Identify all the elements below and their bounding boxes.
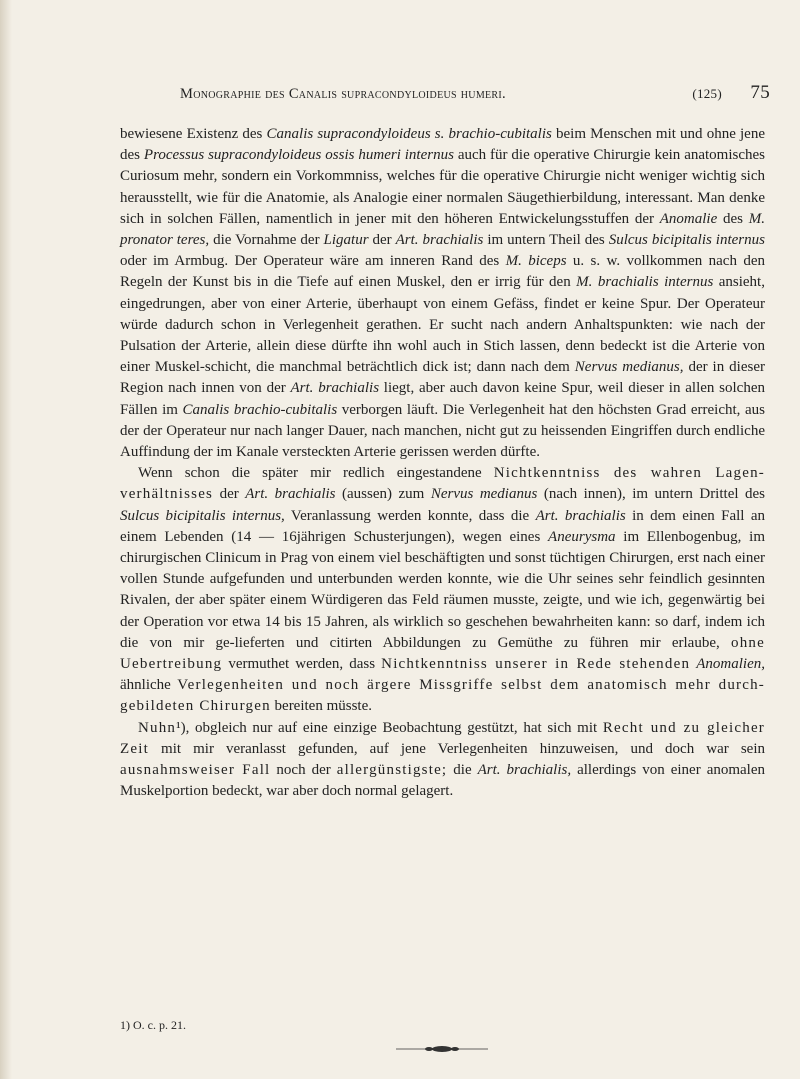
text-run: vermuthet werden, dass: [222, 656, 382, 673]
text-run: bereiten müsste.: [270, 698, 373, 715]
italic-term: Anomalien,: [696, 656, 765, 673]
text-run: oder im Armbug. Der Operateur wäre am inneren Rand des: [120, 253, 506, 270]
text-run: der: [213, 486, 246, 503]
italic-term: Processus supracondyloideus ossis humeri internus: [143, 147, 454, 164]
spaced-emphasis: Nichtkenntniss unserer in Rede stehenden: [381, 656, 691, 673]
text-run: beim Menschen mit und ohne jene des: [120, 126, 765, 164]
spaced-emphasis: Recht und zu gleicher Zeit: [120, 719, 765, 757]
spaced-emphasis: allergünstigste;: [336, 762, 448, 779]
paragraph-1: [120, 124, 765, 463]
text-run: der: [368, 232, 396, 249]
section-marker: (125): [692, 86, 722, 101]
text-run: auch für die operative Chirurgie kein anatomisches Curiosum mehr, sondern ein Vorkommniss, welches für die operative Chirurgie nicht weniger wichtig sich herausstellt, wie für die Anatomie, als Analogie einer normalen Säugethierbildung, interessant. Man denke sich in solchen Fällen, namentlich in jener mit den höheren Entwickelungsstuffen der: [120, 147, 766, 227]
text-run: des: [717, 210, 749, 227]
italic-term: Ligatur: [323, 232, 369, 249]
page-edge-shadow: [0, 0, 12, 1079]
text-run: die Vornahme der: [209, 232, 324, 249]
paragraph-3: [120, 718, 765, 803]
footnote: 1) O. c. p. 21.: [120, 1018, 186, 1032]
text-run: ähnliche: [120, 677, 178, 694]
text-run: in dem einen Fall an einem Lebenden (14 — 16jährigen Schusterjungen), wegen eines: [120, 507, 765, 545]
text-run: allerdings von einer anomalen Muskelportion bedeckt, war aber doch normal gelagert.: [120, 762, 766, 800]
italic-term: M. pronator teres,: [120, 210, 765, 249]
ornamental-rule: [396, 1045, 488, 1053]
text-run: liegt, aber auch davon keine Spur, weil dieser in allen solchen Fällen im: [120, 380, 765, 418]
italic-term: Canalis supracondyloideus s. brachio-cubitalis: [266, 126, 552, 142]
italic-term: Art. brachialis: [245, 486, 336, 503]
text-run: (nach innen), im untern Drittel des: [537, 486, 766, 503]
page-number: 75: [750, 82, 770, 103]
italic-term: Sulcus bicipitalis internus: [608, 232, 765, 249]
text-run: mit mir veranlasst gefunden, auf jene Verlegenheiten hinzuweisen, und doch war sein: [148, 740, 765, 757]
italic-term: Nervus medianus,: [574, 359, 684, 376]
text-run: bewiesene Existenz des: [120, 126, 267, 142]
text-run: ansieht, eingedrungen, aber von einer Arterie, überhaupt von einem Gefäss, findet er keine Spur. Der Operateur würde dadurch schon in Verlegenheit gerathen. Er sucht nach andern Anhaltspunkten: wie nach der Pulsation der Arterie, allein diese dürfte ihn wohl auch in Stich lassen, denn bedeckt ist die Arterie von einer Muskel-schicht, die manchmal beträchtlich dick ist; dann nach dem: [120, 274, 765, 376]
italic-term: Aneurysma: [548, 528, 616, 545]
text-run: (aussen) zum: [335, 486, 431, 503]
spaced-emphasis: Verlegenheiten und noch ärgere Missgriffe selbst dem anatomisch mehr durch-gebildeten Chirurgen: [120, 677, 765, 715]
paragraph-2: [120, 463, 765, 717]
italic-term: Anomalie: [659, 210, 718, 227]
italic-term: M. biceps: [505, 253, 567, 270]
text-run: ¹), obgleich nur auf eine einzige Beobachtung gestützt, hat sich mit: [176, 719, 603, 736]
italic-term: M. brachialis internus: [576, 274, 714, 291]
text-run: im untern Theil des: [483, 232, 609, 249]
italic-term: Nervus medianus: [430, 486, 538, 503]
spaced-emphasis: Nuhn: [138, 719, 177, 736]
body-text: [120, 124, 765, 803]
text-run: u. s. w. vollkommen nach den Regeln der Kunst bis in die Tiefe auf einen Muskel, den er irrig für den: [120, 253, 765, 291]
italic-term: Canalis brachio-cubitalis: [182, 401, 338, 418]
spaced-emphasis: ohne Uebertreibung: [120, 634, 765, 673]
italic-term: Sulcus bicipitalis internus,: [120, 507, 285, 524]
text-run: noch der: [270, 762, 337, 779]
running-header: [120, 82, 770, 108]
text-run: Veranlassung werden konnte, dass die: [284, 507, 536, 524]
italic-term: Art. brachialis: [535, 507, 626, 524]
spaced-emphasis: Nichtkenntniss des wahren Lagen-verhältnisses: [120, 465, 765, 503]
text-run: im Ellenbogenbug, im chirurgischen Clinicum in Prag von einem viel beschäftigten und sonst tüchtigen Chirurgen, erst nach einer vollen Stunde aufgefunden und unterbunden werden konnte, wie die Uhr seines sehr feindlich gesinnten Rivalen, der aber später einem Würdigeren das Feld räumen musste, zeigte, und wie ich, gegenwärtig bei der Operation vor etwa 14 bis 15 Jahren, als wirklich so geschehen bewahrheiten kann: so darf, indem ich die von mir ge-lieferten und citirten Abbildungen zu Gemüthe zu führen mir erlaube,: [120, 528, 765, 651]
italic-term: Art. brachialis,: [477, 762, 572, 779]
spaced-emphasis: ausnahmsweiser Fall: [120, 762, 271, 779]
running-title: Monographie des Canalis supracondyloideus humeri.: [180, 86, 506, 102]
text-run: verborgen läuft. Die Verlegenheit hat den höchsten Grad erreicht, aus der der Operateur nur nach langer Dauer, nach manchen, nicht gut zu heissenden Eingriffen durch endliche Auffindung der im Kanale versteckten Arterie gerissen werden dürfte.: [120, 401, 766, 461]
italic-term: Art. brachialis: [290, 380, 380, 397]
text-run: der in dieser Region nach innen von der: [120, 359, 765, 397]
text-run: Wenn schon die später mir redlich eingestandene: [138, 465, 494, 482]
italic-term: Art. brachialis: [395, 232, 484, 249]
text-run: die: [447, 762, 478, 779]
